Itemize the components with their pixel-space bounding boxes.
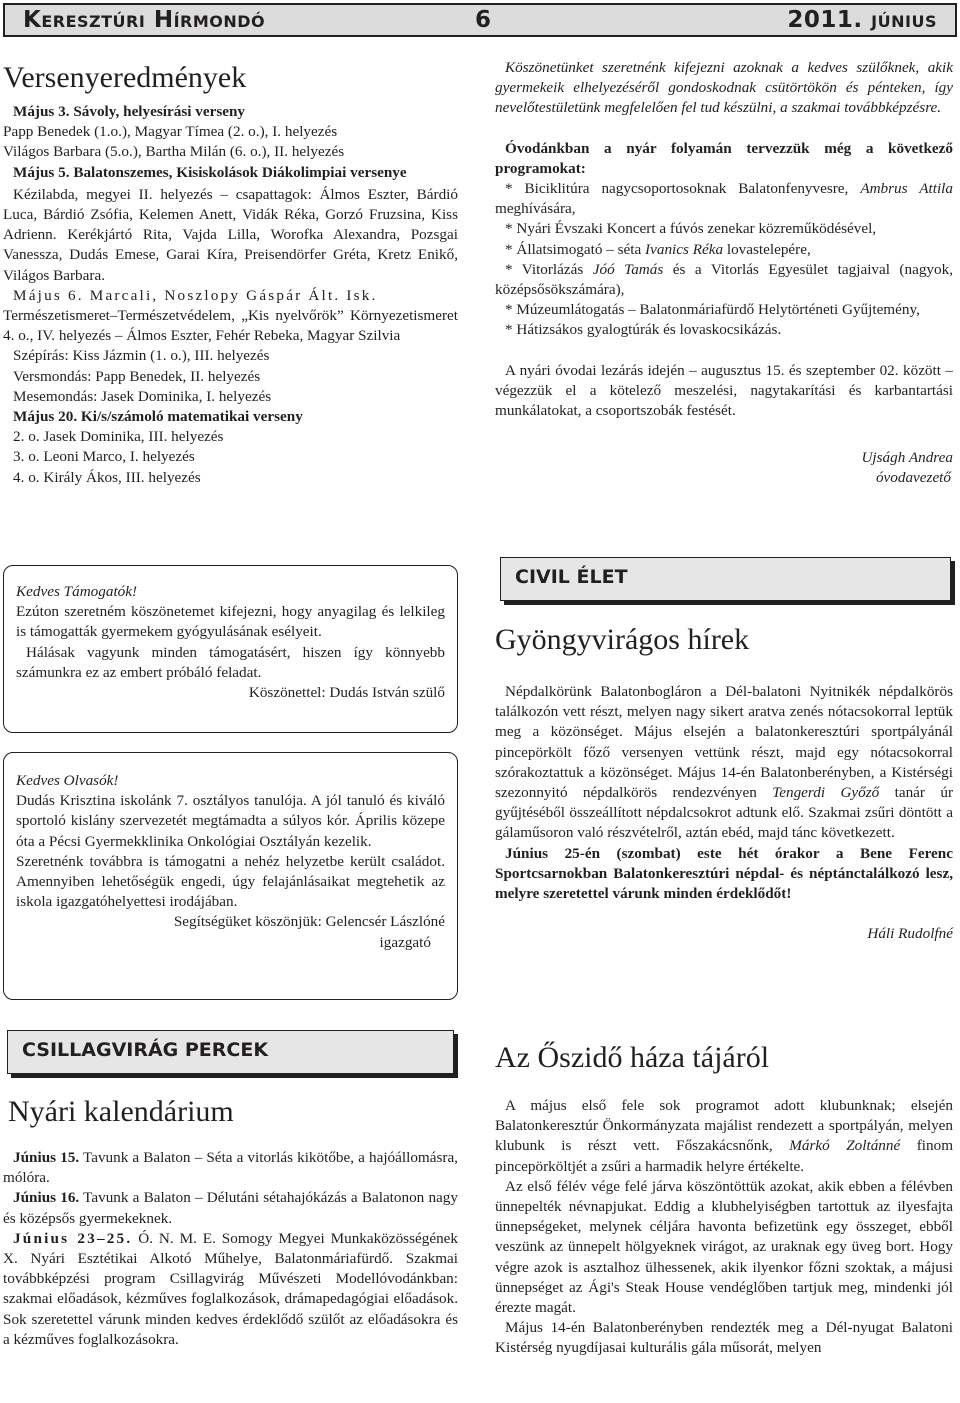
civil-article <box>495 622 953 944</box>
section-heading-civil: CIVIL ÉLET <box>500 557 951 601</box>
newspaper-title: Keresztúri Hírmondó <box>23 7 266 33</box>
program-item <box>495 240 953 260</box>
calendar-entry <box>3 1148 458 1188</box>
program-text: * Vitorlázás <box>505 260 593 278</box>
kindergarten-signature: Ujságh Andrea <box>861 449 953 467</box>
letter-greeting: Kedves Támogatók! <box>16 583 138 600</box>
result-line: Papp Benedek (1.o.), Magyar Tímea (2. o.), I. helyezés <box>3 123 338 141</box>
result-line: 2. o. Jasek Dominika, III. helyezés <box>13 428 224 446</box>
result-line: 4. o. Király Ákos, III. helyezés <box>13 468 201 486</box>
calendar-entry <box>3 1188 458 1228</box>
letter-paragraph: Szeretnénk továbbra is támogatni a nehéz helyzetbe került családot. Amennyiben lehetőségük engedi, úgy felajánlásaikat megtehetik az iskola igazgatóhelyettesi irodájában. <box>16 852 445 911</box>
kindergarten-closing: A nyári óvodai lezárás idején – augusztus 15. és szeptember 02. között – végezzük el a kötelező meszelési, nagytakarítási és karbantartási munkálatokat, a csoportszobák festését. <box>495 361 953 420</box>
program-item <box>495 260 953 300</box>
program-person: Ivanics Réka <box>645 240 724 258</box>
calendar-date: Június 23–25. <box>13 1229 133 1247</box>
program-person: Ambrus Attila <box>860 180 953 198</box>
kindergarten-intro: Köszönetünket szeretnénk kifejezni azoknak a kedves szülőknek, akik gyermekeik elhelyezéséről gondoskodnak csütörtökön és pénteken, így nevelőtestületünk megfelelően fel tud készülni, a szakmai továbbképzésre. <box>495 59 953 117</box>
civil-text: tanár úr gyűjtéséből összeállított népdalcsokrot adtunk elő. Szakmai zsűri döntött a gálaműsoron való részvételről, aztán ebéd, majd tánc következett. <box>495 784 953 842</box>
program-person: Jóó Tamás <box>592 260 664 278</box>
letter-paragraph: Dudás Krisztina iskolánk 7. osztályos tanulója. A jól tanuló és kiváló sportoló kislány szervezetét megtámadta a súlyos kór. Április közepe óta a Pécsi Gyermekklinika Onkológiai Osztályán kezelik. <box>16 792 445 850</box>
oszido-text: A május első fele sok programot adott klubunknak; elsején Balatonkeresztúr Önkormányzata majálist rendezett a sportpályán, melyen klubunk is részt vett. Főszakácsnőnk, <box>495 1097 953 1155</box>
letter-signature: Segítségüket köszönjük: Gelencsér Lászlóné <box>173 913 445 931</box>
kindergarten-article <box>495 58 953 489</box>
letter-paragraph: Hálásak vagyunk minden támogatásért, hiszen így könnyebb számunkra ez az embert próbáló feladat. <box>16 643 445 681</box>
program-text: lovastelepére, <box>723 240 811 258</box>
result-line: Május 5. Balatonszemes, Kisiskolások Diákolimpiai versenye <box>13 163 407 181</box>
program-text: meghívására, <box>495 200 576 218</box>
civil-signature: Háli Rudolfné <box>867 925 953 943</box>
result-line: Szépírás: Kiss Jázmin (1. o.), III. helyezés <box>13 347 270 365</box>
letter-signature: Köszönettel: Dudás István szülő <box>248 684 445 702</box>
calendar-title: Nyári kalendárium <box>8 1095 234 1128</box>
calendar-article <box>3 1094 458 1350</box>
page-number: 6 <box>475 7 492 33</box>
civil-text: Népdalkörünk Balatonbogláron a Dél-balatoni Nyitnikék népdalkörös találkozón vett részt, melyen nagy sikert aratva zenés nótacsokorral leptük meg a közönséget. Május elsején a balatonkeresztúri sportpályánál pincepörkölt főző versenyen vettünk részt, majd egy nótacsokorral szórakoztattuk a közönséget. Május 14-én Balatonberényben, a Kistérségi szezonnyitó népdalkörös rendezvényen <box>495 683 953 802</box>
oszido-paragraph: Az első félév vége felé járva köszöntöttük azokat, akik ebben a félévben ünnepelték névnapjukat. Eddig a klubhelyiségben tartottuk az ilyesfajta ünnepségeket, melynek céljára havonta befizetünk egy összeget, ebből veszünk az ünnepelt hölgyeknek virágot, az uraknak egy üveg bort. Hogy végre azok is asztalhoz ülhessenek, akik ilyenkor főzni szoktak, a májusi ünnepséget az Ági's Steak House vendéglőben tartjuk meg, mindenki jól érezte magát. <box>495 1177 953 1317</box>
result-line: Mesemondás: Jasek Dominika, I. helyezés <box>13 387 272 405</box>
section-heading-csillagvirag: CSILLAGVIRÁG PERCEK <box>7 1030 454 1074</box>
calendar-date: Június 15. <box>13 1149 80 1166</box>
issue-date: 2011. június <box>787 7 937 33</box>
results-article <box>3 60 458 488</box>
calendar-date: Június 16. <box>13 1189 80 1207</box>
civil-person: Tengerdi Győző <box>772 784 880 802</box>
readers-letter-box <box>3 752 458 1000</box>
oszido-title: Az Őszidő háza tájáról <box>495 1041 770 1074</box>
program-item: * Múzeumlátogatás – Balatonmáriafürdő Helytörténeti Gyűjtemény, <box>505 301 920 319</box>
result-line: Természetismeret–Természetvédelem, „Kis nyelvőrök” Környezetismeret 4. o., IV. helyezés – Álmos Eszter, Fehér Rebeka, Magyar Szilvia <box>3 307 458 345</box>
program-item: * Hátizsákos gyalogtúrák és lovaskocsikázás. <box>505 321 782 339</box>
oszido-person: Márkó Zoltánné <box>789 1137 901 1155</box>
program-text: és a Vitorlás Egyesület tagjaival (nagyok, középsősökszámára), <box>495 260 953 299</box>
kindergarten-signature-title: óvodavezető <box>875 469 951 487</box>
oszido-article <box>495 1040 953 1359</box>
result-line: Május 6. Marcali, Noszlopy Gáspár Ált. Isk. <box>13 286 378 304</box>
program-text: * Állatsimogató – séta <box>505 240 646 258</box>
calendar-text: Ó. N. M. E. Somogy Megyei Munkaközösségének X. Nyári Esztétikai Alkotó Műhelye, Balatonmáriafürdő. Szakmai továbbképzési program Csillagvirág Művészeti Modellóvodánkban: szakmai előadások, kézműves foglalkozások, drámapedagógiai előadások. Sok szeretettel várunk minden kedves érdeklődő szülőt az előadásokra és a kézműves foglalkozásokra. <box>3 1229 458 1348</box>
program-item: * Nyári Évszaki Koncert a fúvós zenekar közreműködésével, <box>505 220 877 238</box>
calendar-entry <box>3 1229 458 1350</box>
civil-announcement: Június 25-én (szombat) este hét órakor a Bene Ferenc Sportcsarnokban Balatonkeresztúri népdal- és néptánctalálkozó lesz, melyre szeretettel várunk minden érdeklődőt! <box>495 844 953 903</box>
results-title: Versenyeredmények <box>3 61 247 94</box>
result-line: Május 3. Sávoly, helyesírási verseny <box>13 103 246 120</box>
result-line: Kézilabda, megyei II. helyezés – csapattagok: Álmos Eszter, Bárdió Luca, Bárdió Zsófia, Kelemen Anett, Vidák Réka, Gorzó Fruzsina, Kiss Adrienn. Kerékjártó Rita, Vajda Lilla, Worofka Alexandra, Pozsgai Vanessza, Dudás Emese, Garai Kíra, Preisendörfer Gréta, Kretz Enikő, Világos Barbara. <box>3 185 458 284</box>
page-header <box>3 3 957 37</box>
calendar-text: Tavunk a Balaton – Délutáni sétahajókázás a Balatonon nagy és középsős gyermekeknek. <box>3 1189 458 1227</box>
civil-paragraph <box>495 682 953 844</box>
result-line: Versmondás: Papp Benedek, II. helyezés <box>13 367 261 385</box>
oszido-text: finom pincepörköltjét a zsűri a harmadik helyre értékelte. <box>495 1137 954 1175</box>
letter-signature-title: igazgató <box>379 933 431 951</box>
civil-title: Gyöngyvirágos hírek <box>495 623 750 656</box>
kindergarten-plan: Óvodánkban a nyár folyamán tervezzük még a következő programokat: <box>495 139 953 177</box>
calendar-text: Tavunk a Balaton – Séta a vitorlás kikötőbe, a hajóállomásra, mólóra. <box>3 1149 458 1187</box>
oszido-paragraph <box>495 1096 953 1177</box>
result-line: Május 20. Ki/s/számoló matematikai verseny <box>13 408 303 426</box>
letter-paragraph: Ezúton szeretném köszönetemet kifejezni, hogy anyagilag és lelkileg is támogatták gyermekem gyógyulásának esélyeit. <box>16 603 445 641</box>
result-line: 3. o. Leoni Marco, I. helyezés <box>13 448 195 466</box>
letter-greeting: Kedves Olvasók! <box>16 772 119 789</box>
supporters-letter-box <box>3 565 458 733</box>
program-text: * Biciklitúra nagycsoportosoknak Balatonfenyvesre, <box>505 180 861 198</box>
program-item <box>495 179 953 219</box>
result-line: Világos Barbara (5.o.), Bartha Milán (6. o.), II. helyezés <box>3 143 345 161</box>
oszido-paragraph: Május 14-én Balatonberényben rendezték meg a Dél-nyugat Balatoni Kistérség nyugdíjasai kulturális gála műsorát, melyen <box>495 1319 953 1357</box>
